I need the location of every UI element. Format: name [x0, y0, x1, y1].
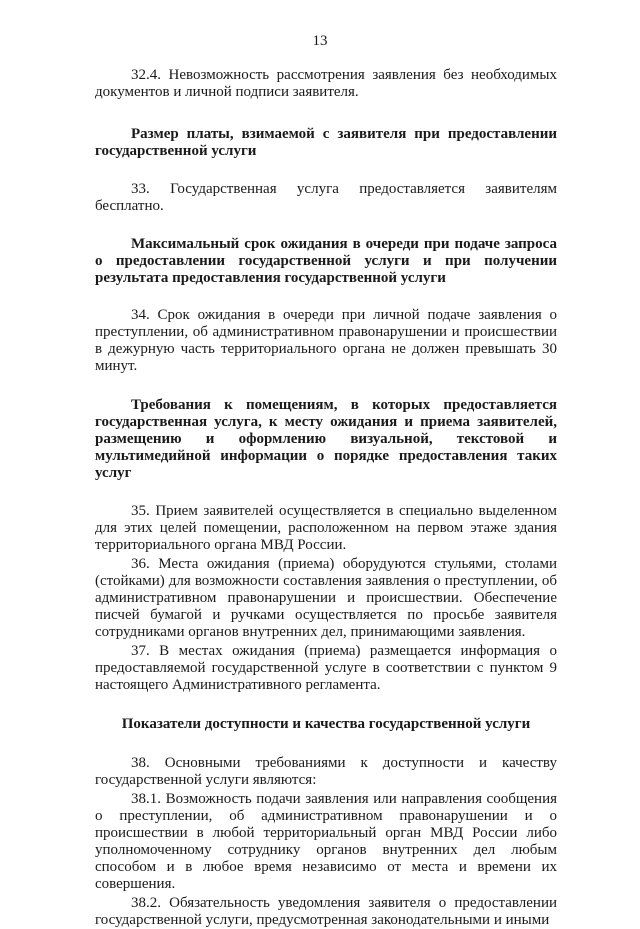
page-number: 13	[312, 33, 328, 49]
paragraph-38-1: 38.1. Возможность подачи заявления или направления сообщения о преступлении, об административном правонарушении и о происшествии в любой территориальный орган МВД России либо уполномоченному сотруднику органов внутренних дел любым способом и в любое время независимо от места и времени их совершения.	[95, 791, 557, 892]
paragraph-33: 33. Государственная услуга предоставляется заявителям бесплатно.	[95, 181, 557, 214]
paragraph-38-2: 38.2. Обязательность уведомления заявителя о предоставлении государственной услуги, предусмотренная законодательными и иными	[95, 895, 557, 928]
heading-waiting-time: Максимальный срок ожидания в очереди при подаче запроса о предоставлении государственной услуги и при получении результата предоставления государственной услуги	[95, 236, 557, 286]
paragraph-32-4: 32.4. Невозможность рассмотрения заявления без необходимых документов и личной подписи заявителя.	[95, 67, 557, 100]
paragraph-34: 34. Срок ожидания в очереди при личной подаче заявления о преступлении, об административном правонарушении и происшествии в дежурную часть территориального органа не должен превышать 30 минут.	[95, 307, 557, 374]
heading-premises-requirements: Требования к помещениям, в которых предоставляется государственная услуга, к месту ожидания и приема заявителей, размещению и оформлению визуальной, текстовой и мультимедийной информации о порядке предоставления таких услуг	[95, 397, 557, 481]
heading-accessibility-quality: Показатели доступности и качества государственной услуги	[121, 716, 531, 732]
paragraph-35: 35. Прием заявителей осуществляется в специально выделенном для этих целей помещении, расположенном на первом этаже здания территориального органа МВД России.	[95, 503, 557, 553]
paragraph-37: 37. В местах ожидания (приема) размещается информация о предоставляемой государственной услуге в соответствии с пунктом 9 настоящего Административного регламента.	[95, 643, 557, 693]
paragraph-38: 38. Основными требованиями к доступности и качеству государственной услуги являются:	[95, 755, 557, 788]
heading-fee: Размер платы, взимаемой с заявителя при предоставлении государственной услуги	[95, 126, 557, 159]
document-body	[95, 67, 557, 929]
paragraph-36: 36. Места ожидания (приема) оборудуются стульями, столами (стойками) для возможности составления заявления о преступлении, об административном правонарушении и происшествии. Обеспечение писчей бумагой и ручками осуществляется по просьбе заявителя сотрудниками органов внутренних дел, принимающими заявления.	[95, 556, 557, 640]
